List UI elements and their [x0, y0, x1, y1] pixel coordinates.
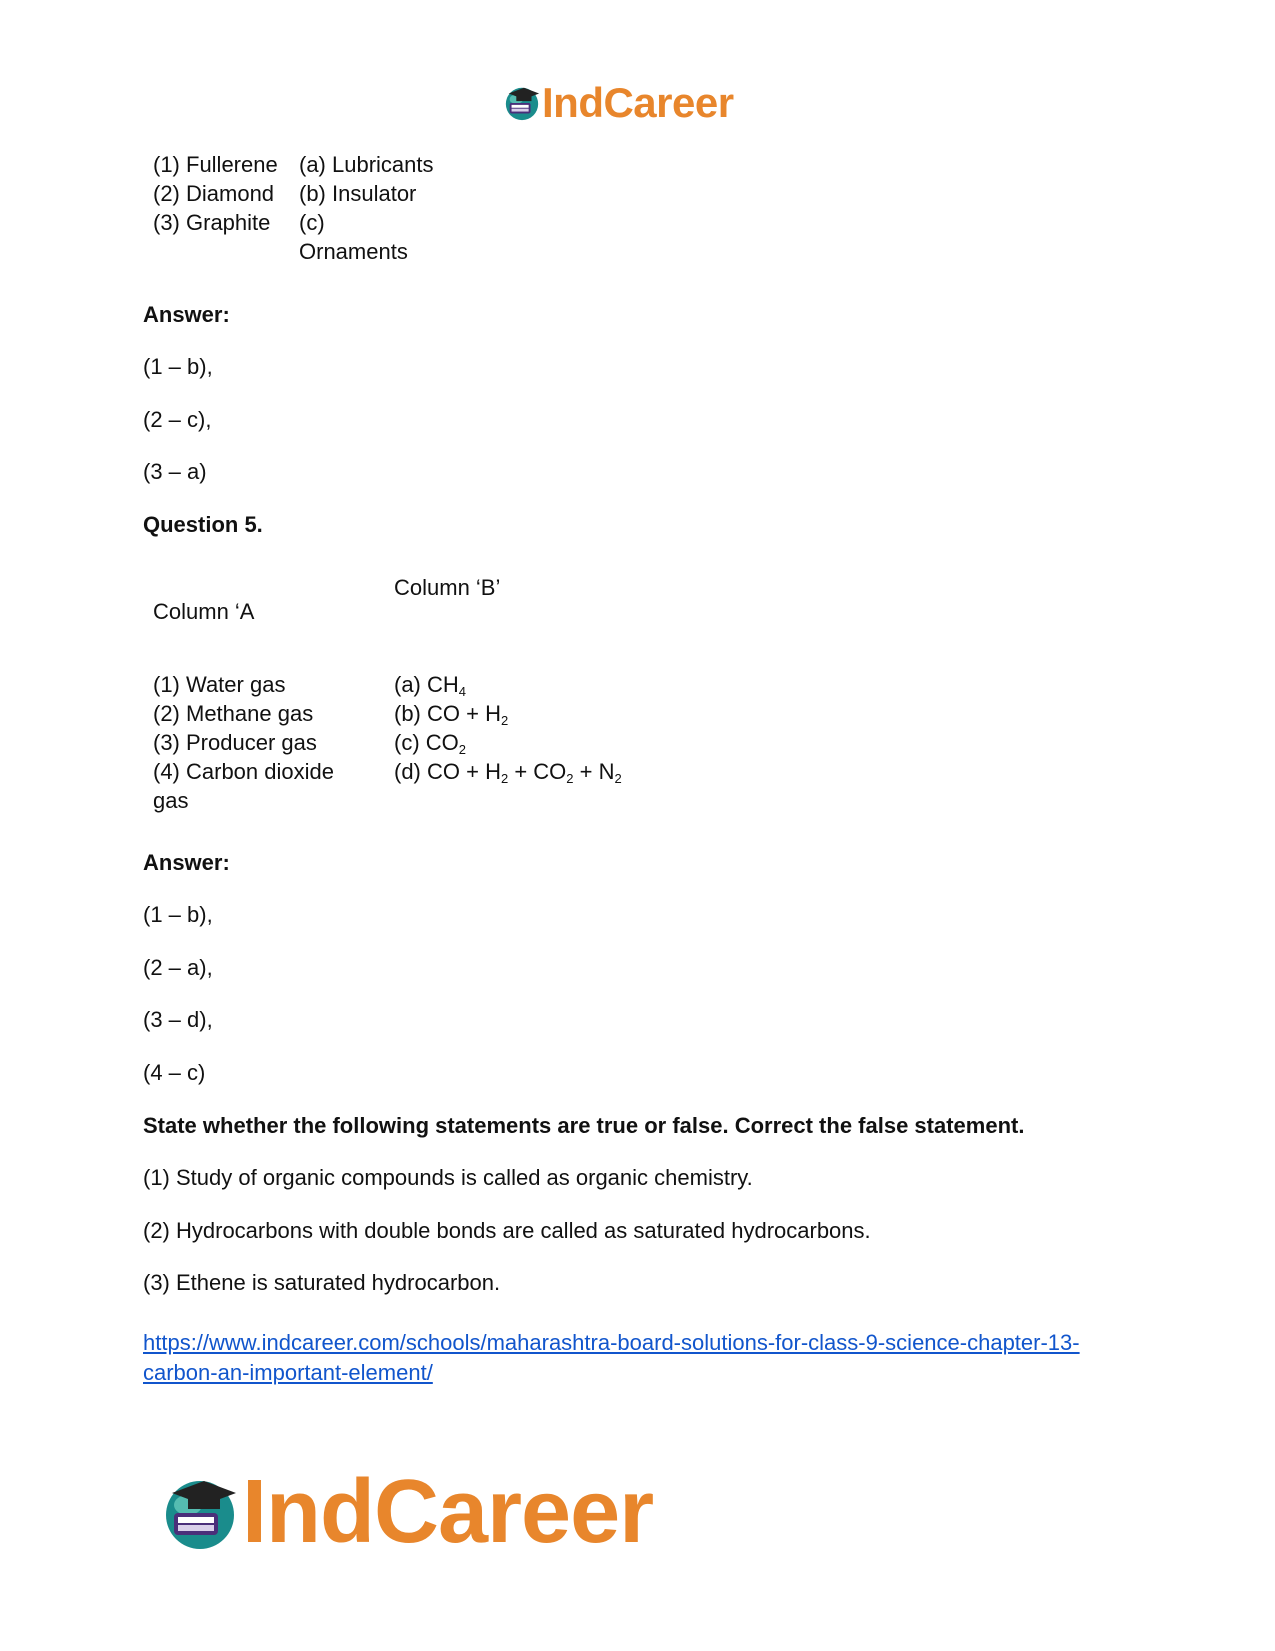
- formula-item: (c) $CO_2$: [394, 730, 466, 757]
- section-heading: State whether the following statements are true or false. Correct the false statement.: [143, 1113, 1025, 1138]
- answer-line: (2 – c),: [143, 407, 212, 432]
- gas-item: gas: [153, 788, 189, 813]
- gas-item: (4) Carbon dioxide: [153, 759, 334, 784]
- statement-item: (1) Study of organic compounds is called as organic chemistry.: [143, 1165, 753, 1190]
- answer-line: (1 – b),: [143, 902, 213, 927]
- globe-mortarboard-icon: [503, 84, 541, 122]
- gas-item: (2) Methane gas: [153, 701, 314, 726]
- answer-line: (2 – a),: [143, 955, 213, 980]
- answer-line: (1 – b),: [143, 354, 213, 379]
- match-right-item: (a) Lubricants: [299, 152, 434, 177]
- formula-item: (b) CO + $H_2$: [394, 701, 509, 728]
- match-left-item: (1) Fullerene: [153, 152, 278, 177]
- brand-wordmark: IndCareer: [542, 79, 734, 126]
- gas-item: (1) Water gas: [153, 672, 286, 697]
- column-b-header: Column ‘B’: [394, 575, 501, 600]
- answer-line: (3 – d),: [143, 1007, 213, 1032]
- source-link[interactable]: [143, 1328, 1143, 1388]
- source-link-line2[interactable]: carbon-an-important-element/: [143, 1360, 433, 1385]
- match-right-item: (b) Insulator: [299, 181, 417, 206]
- match-left-item: (3) Graphite: [153, 210, 271, 235]
- formula-item: (a) $CH_4$: [394, 672, 467, 699]
- match-right-item: Ornaments: [299, 239, 408, 264]
- match-right-item: (c): [299, 210, 325, 235]
- statement-item: (3) Ethene is saturated hydrocarbon.: [143, 1270, 501, 1295]
- gas-item: (3) Producer gas: [153, 730, 317, 755]
- answer-line: (4 – c): [143, 1060, 206, 1085]
- statement-item: (2) Hydrocarbons with double bonds are called as saturated hydrocarbons.: [143, 1218, 871, 1243]
- formula-item: (d) CO + $H_2 + CO_2 + N_2$: [394, 759, 622, 786]
- answer-label: Answer:: [143, 850, 230, 875]
- match-left-item: (2) Diamond: [153, 181, 275, 206]
- globe-mortarboard-icon: [160, 1473, 240, 1553]
- answer-label: Answer:: [143, 302, 230, 327]
- brand-wordmark: IndCareer: [242, 1462, 654, 1562]
- answer-line: (3 – a): [143, 459, 207, 484]
- column-a-header: Column ‘A: [153, 599, 255, 624]
- source-link-line1[interactable]: https://www.indcareer.com/schools/maharashtra-board-solutions-for-class-9-science-chapter-13-: [143, 1330, 1080, 1355]
- question-label: Question 5.: [143, 512, 263, 537]
